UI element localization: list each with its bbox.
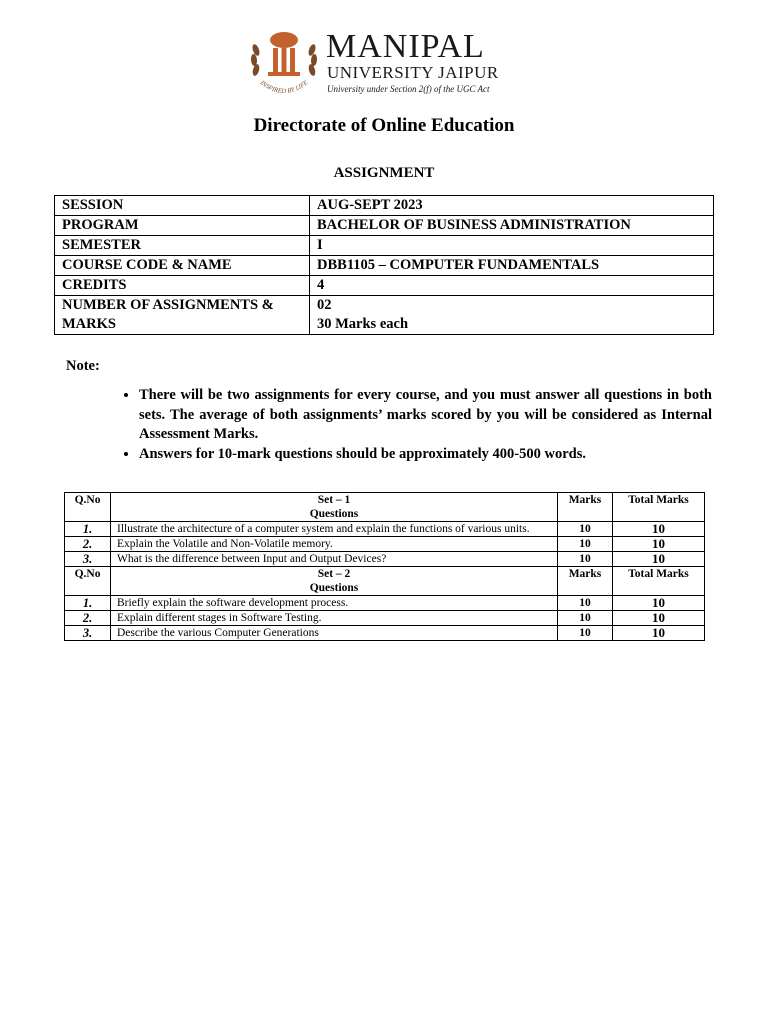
info-label: SESSION — [55, 196, 310, 216]
university-logo — [246, 28, 536, 98]
question-marks: 10 — [558, 596, 613, 611]
question-number: 1. — [65, 596, 111, 611]
info-value: 4 — [310, 276, 714, 296]
question-text: What is the difference between Input and Output Devices? — [111, 552, 558, 567]
marks-header: Marks — [558, 493, 613, 522]
assignment-count: 02 — [317, 297, 332, 313]
question-number: 2. — [65, 611, 111, 626]
info-row — [55, 236, 714, 256]
set-title: Set – 1 — [317, 494, 351, 506]
question-marks: 10 — [558, 522, 613, 537]
question-number: 2. — [65, 537, 111, 552]
university-name: MANIPAL — [326, 28, 485, 65]
questions-header: Questions — [309, 582, 359, 594]
question-total-marks: 10 — [613, 611, 705, 626]
info-value: AUG-SEPT 2023 — [310, 196, 714, 216]
info-label: CREDITS — [55, 276, 310, 296]
info-label: PROGRAM — [55, 216, 310, 236]
note-label: Note: — [66, 358, 100, 374]
set-header-row — [65, 493, 705, 522]
questions-table — [64, 492, 705, 641]
info-row — [55, 276, 714, 296]
question-row — [65, 596, 705, 611]
question-row — [65, 552, 705, 567]
total-marks-header: Total Marks — [613, 567, 705, 596]
info-row — [55, 296, 714, 335]
info-label: NUMBER OF ASSIGNMENTS & MARKS — [55, 296, 310, 335]
question-marks: 10 — [558, 552, 613, 567]
note-list — [110, 386, 712, 464]
info-row — [55, 196, 714, 216]
set-title-cell — [111, 493, 558, 522]
question-text: Illustrate the architecture of a computer system and explain the functions of various units. — [111, 522, 558, 537]
info-label: COURSE CODE & NAME — [55, 256, 310, 276]
question-marks: 10 — [558, 537, 613, 552]
qno-header: Q.No — [65, 567, 111, 596]
question-total-marks: 10 — [613, 537, 705, 552]
emblem-motto: INSPIRED BY LIFE — [258, 79, 310, 96]
question-text: Describe the various Computer Generations — [111, 626, 558, 641]
question-number: 3. — [65, 552, 111, 567]
note-item: • Answers for 10-mark questions should be approximately 400-500 words. — [139, 445, 712, 465]
question-total-marks: 10 — [613, 626, 705, 641]
course-info-table — [54, 195, 714, 335]
university-tagline: University under Section 2(f) of the UGC Act — [327, 84, 490, 94]
info-value: DBB1105 – COMPUTER FUNDAMENTALS — [310, 256, 714, 276]
question-row — [65, 537, 705, 552]
total-marks-header: Total Marks — [613, 493, 705, 522]
directorate-heading: Directorate of Online Education — [253, 115, 515, 136]
document-title: ASSIGNMENT — [333, 165, 435, 181]
questions-header: Questions — [309, 508, 359, 520]
question-row — [65, 522, 705, 537]
info-row — [55, 216, 714, 236]
question-text: Explain the Volatile and Non-Volatile memory. — [111, 537, 558, 552]
svg-text:INSPIRED BY LIFE — [258, 79, 310, 95]
marks-header: Marks — [558, 567, 613, 596]
info-value: BACHELOR OF BUSINESS ADMINISTRATION — [310, 216, 714, 236]
question-number: 3. — [65, 626, 111, 641]
question-row — [65, 611, 705, 626]
set-header-row — [65, 567, 705, 596]
question-text: Briefly explain the software development process. — [111, 596, 558, 611]
set-title: Set – 2 — [317, 568, 351, 580]
qno-header: Q.No — [65, 493, 111, 522]
university-emblem-icon — [246, 28, 322, 98]
info-label: SEMESTER — [55, 236, 310, 256]
question-total-marks: 10 — [613, 596, 705, 611]
question-row — [65, 626, 705, 641]
question-marks: 10 — [558, 611, 613, 626]
question-number: 1. — [65, 522, 111, 537]
question-total-marks: 10 — [613, 552, 705, 567]
university-subtitle: UNIVERSITY JAIPUR — [327, 63, 499, 82]
info-row — [55, 256, 714, 276]
note-item: • There will be two assignments for every course, and you must answer all questions in both sets. The average of both assignments’ marks scored by you will be considered as Internal Assessment Marks. — [139, 386, 712, 445]
assignment-marks: 30 Marks each — [317, 316, 409, 332]
question-total-marks: 10 — [613, 522, 705, 537]
info-value — [310, 296, 714, 335]
question-marks: 10 — [558, 626, 613, 641]
info-value: I — [310, 236, 714, 256]
question-text: Explain different stages in Software Testing. — [111, 611, 558, 626]
set-title-cell — [111, 567, 558, 596]
